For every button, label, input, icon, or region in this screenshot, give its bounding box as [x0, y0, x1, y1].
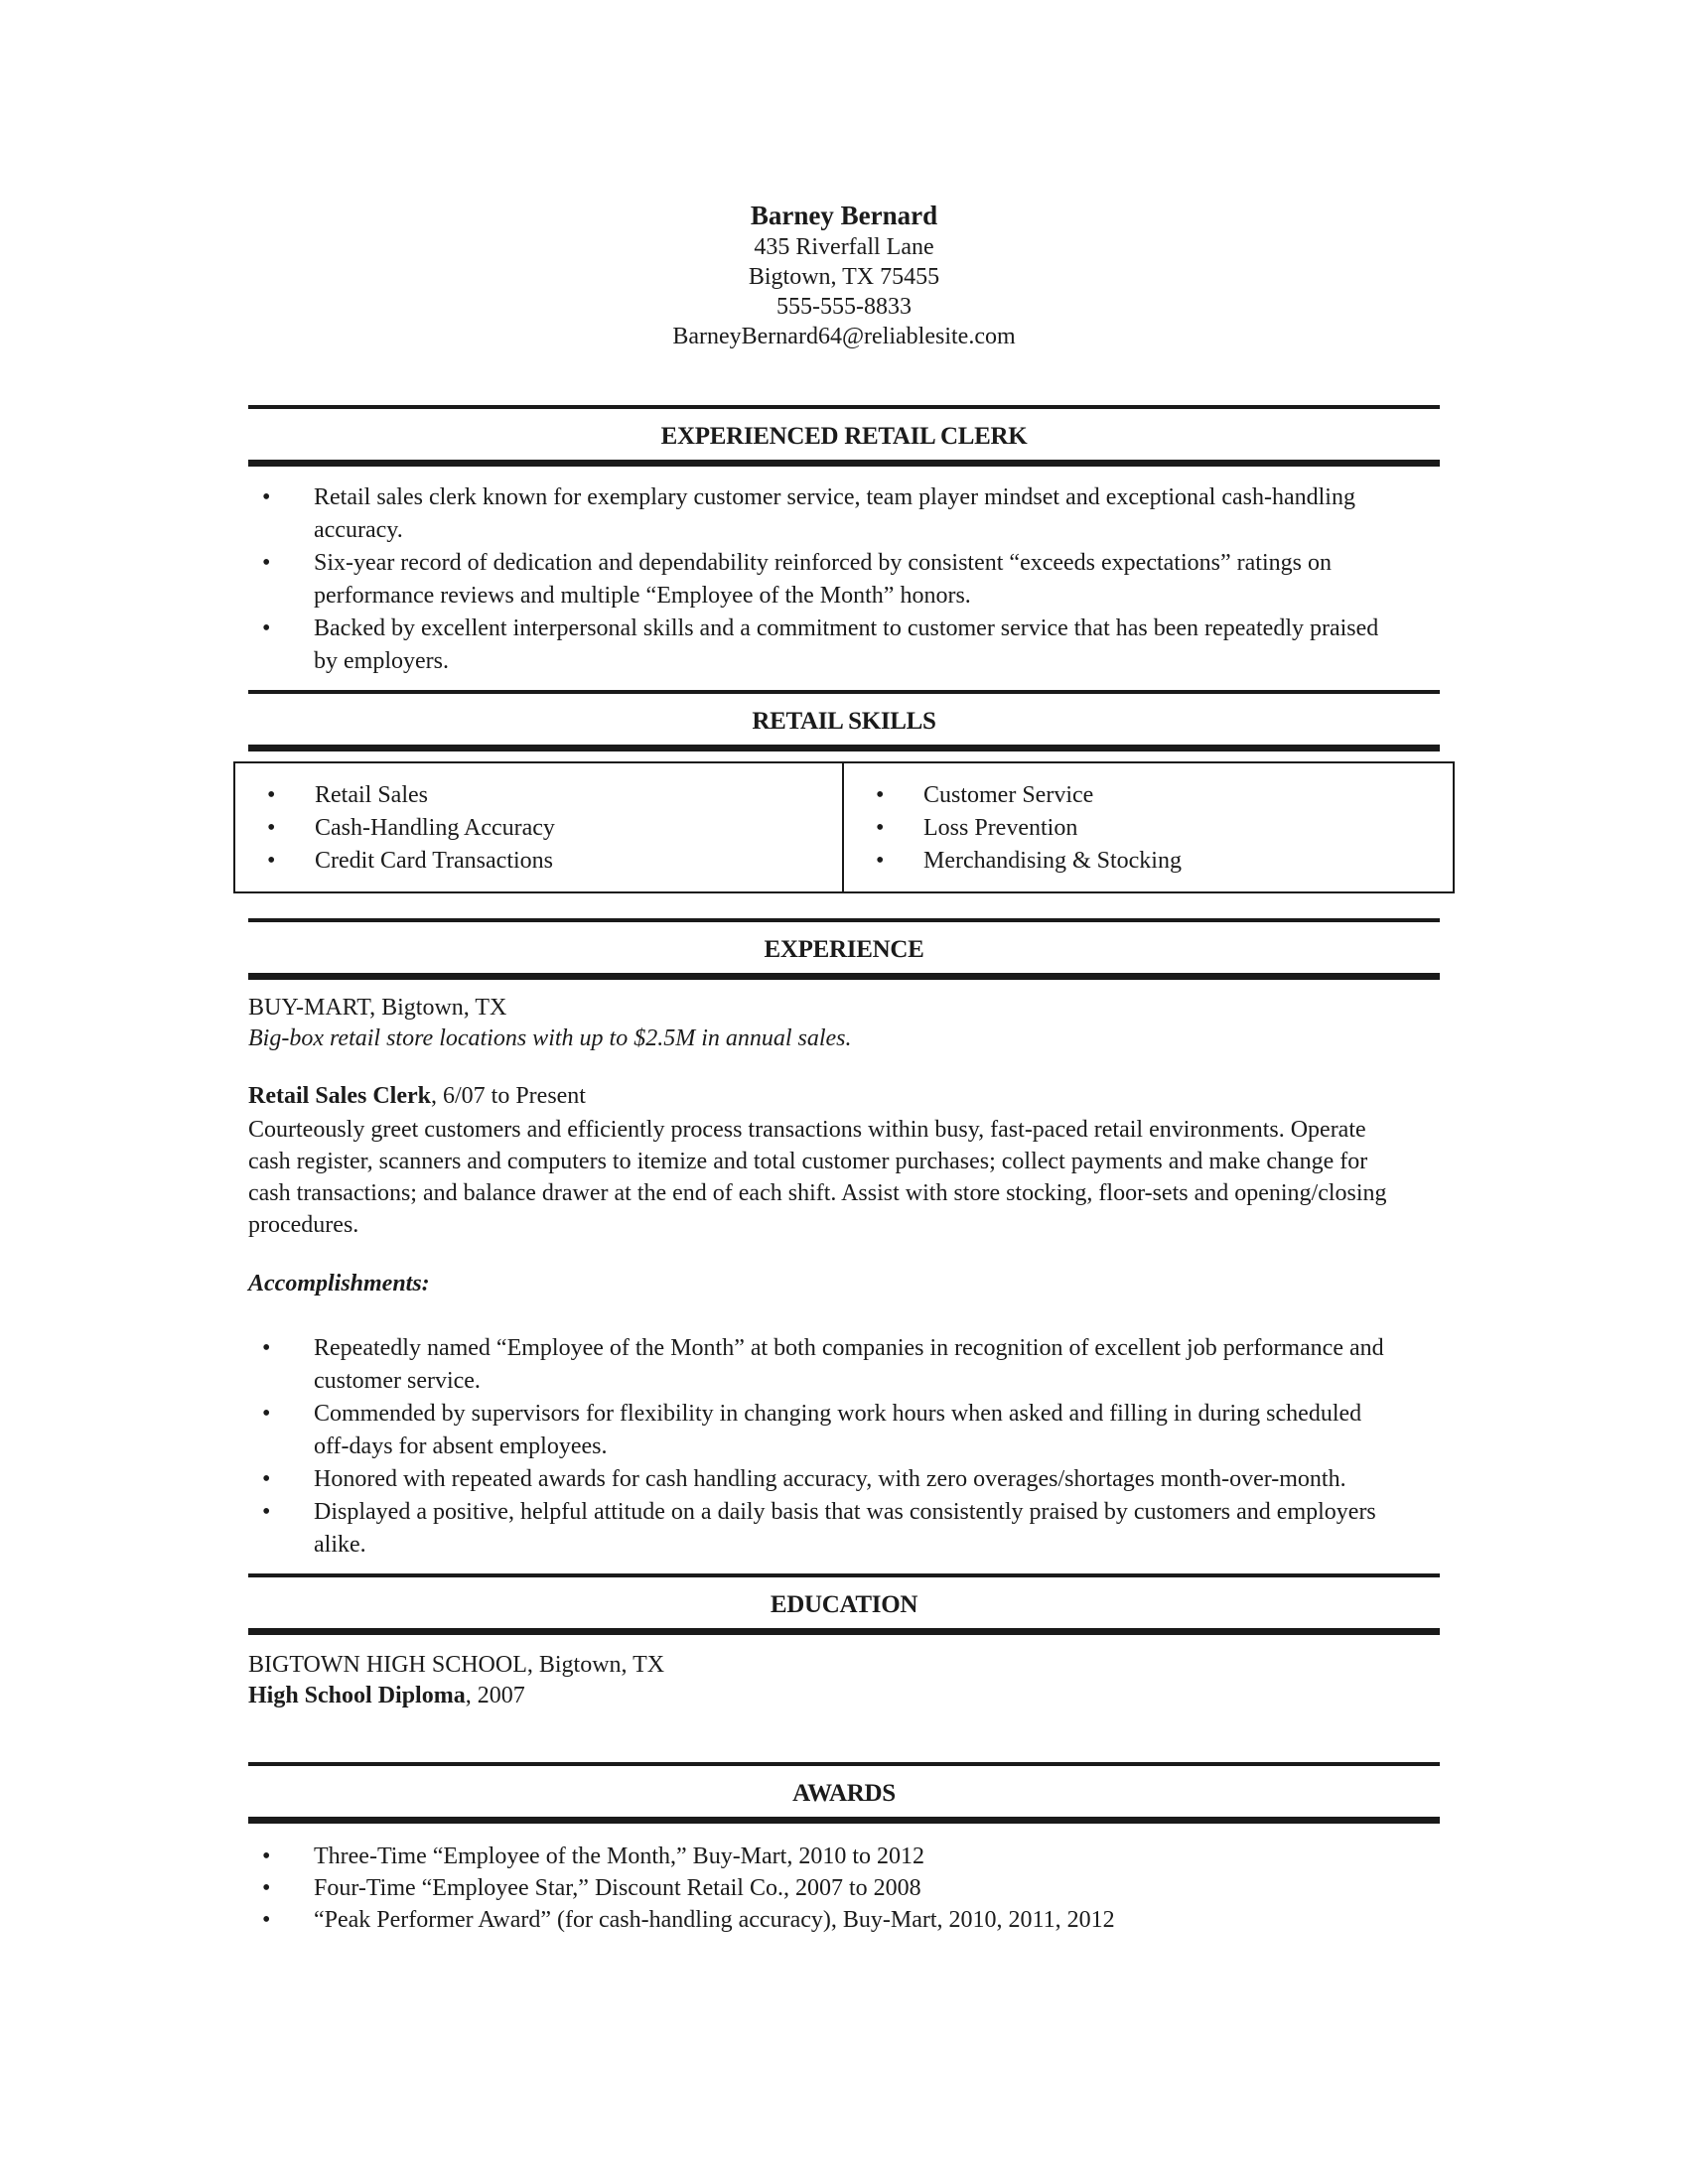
accomplishments-list — [248, 1332, 1440, 1562]
skill-item: • Loss Prevention — [844, 812, 1453, 845]
skills-table — [233, 761, 1455, 893]
education-section-title: EDUCATION — [248, 1573, 1440, 1635]
role-dates: , 6/07 to Present — [430, 1083, 586, 1109]
section-awards — [248, 1762, 1440, 1936]
skills-section-title: RETAIL SKILLS — [248, 690, 1440, 751]
accomplishment-bullet: • Displayed a positive, helpful attitude on a daily basis that was consistently praised by customers and employers alike. — [248, 1496, 1440, 1562]
accomplishment-bullet: • Honored with repeated awards for cash handling accuracy, with zero overages/shortages month-over-month. — [248, 1463, 1440, 1496]
awards-section-title: AWARDS — [248, 1762, 1440, 1824]
section-summary — [248, 405, 1440, 678]
degree-line — [248, 1681, 1440, 1711]
skill-item: • Cash-Handling Accuracy — [235, 812, 842, 845]
degree-year: , 2007 — [465, 1683, 525, 1708]
education-block — [248, 1650, 1440, 1711]
award-item: • “Peak Performer Award” (for cash-handling accuracy), Buy-Mart, 2010, 2011, 2012 — [248, 1904, 1440, 1936]
role-title: Retail Sales Clerk — [248, 1083, 431, 1109]
address-line-1: 435 Riverfall Lane — [754, 234, 934, 260]
award-item: • Four-Time “Employee Star,” Discount Retail Co., 2007 to 2008 — [248, 1872, 1440, 1904]
section-experience — [248, 918, 1440, 1562]
skills-column-right — [844, 763, 1453, 891]
summary-bullet-list — [248, 481, 1440, 678]
company-name: BUY-MART, Bigtown, TX — [248, 995, 507, 1021]
skill-item: • Credit Card Transactions — [235, 845, 842, 878]
award-item: • Three-Time “Employee of the Month,” Buy-Mart, 2010 to 2012 — [248, 1841, 1440, 1872]
skills-list-left — [235, 779, 842, 878]
skill-item: • Merchandising & Stocking — [844, 845, 1453, 878]
resume-content — [248, 0, 1440, 1936]
skill-item: • Retail Sales — [235, 779, 842, 812]
job-summary: Courteously greet customers and efficiently process transactions within busy, fast-paced retail environments. Operate cash register, scanners and computers to itemize and total customer purchases; collect payments and make change for cash transactions; and balance drawer at the end of each shift. Assist with store stocking, floor-sets and opening/closing procedures. — [248, 1117, 1387, 1238]
degree-title: High School Diploma — [248, 1683, 466, 1708]
role-line — [248, 1081, 1440, 1112]
company-block — [248, 993, 1440, 1054]
skill-item: • Customer Service — [844, 779, 1453, 812]
accomplishment-bullet: • Commended by supervisors for flexibility in changing work hours when asked and filling in during scheduled off-days for absent employees. — [248, 1398, 1440, 1463]
skills-column-left — [235, 763, 844, 891]
awards-list — [248, 1841, 1440, 1936]
summary-bullet: • Six-year record of dedication and dependability reinforced by consistent “exceeds expectations” ratings on performance reviews and multiple “Employee of the Month” honors. — [248, 547, 1440, 613]
summary-bullet: • Backed by excellent interpersonal skills and a commitment to customer service that has been repeatedly praised by employers. — [248, 613, 1440, 678]
email-address: BarneyBernard64@reliablesite.com — [672, 324, 1016, 349]
experience-section-title: EXPERIENCE — [248, 918, 1440, 980]
skills-list-right — [844, 779, 1453, 878]
company-description: Big-box retail store locations with up to $2.5M in annual sales. — [248, 1025, 852, 1051]
section-education — [248, 1573, 1440, 1711]
person-name: Barney Bernard — [750, 201, 938, 230]
phone-number: 555-555-8833 — [776, 294, 912, 320]
section-skills — [248, 690, 1440, 893]
address-line-2: Bigtown, TX 75455 — [748, 264, 940, 290]
school-name: BIGTOWN HIGH SCHOOL, Bigtown, TX — [248, 1652, 665, 1678]
accomplishment-bullet: • Repeatedly named “Employee of the Month” at both companies in recognition of excellent job performance and customer service. — [248, 1332, 1440, 1398]
header-block — [248, 199, 1440, 351]
summary-bullet: • Retail sales clerk known for exemplary customer service, team player mindset and exceptional cash-handling accuracy. — [248, 481, 1440, 547]
accomplishments-label: Accomplishments: — [248, 1271, 430, 1297]
summary-section-title: EXPERIENCED RETAIL CLERK — [248, 405, 1440, 467]
